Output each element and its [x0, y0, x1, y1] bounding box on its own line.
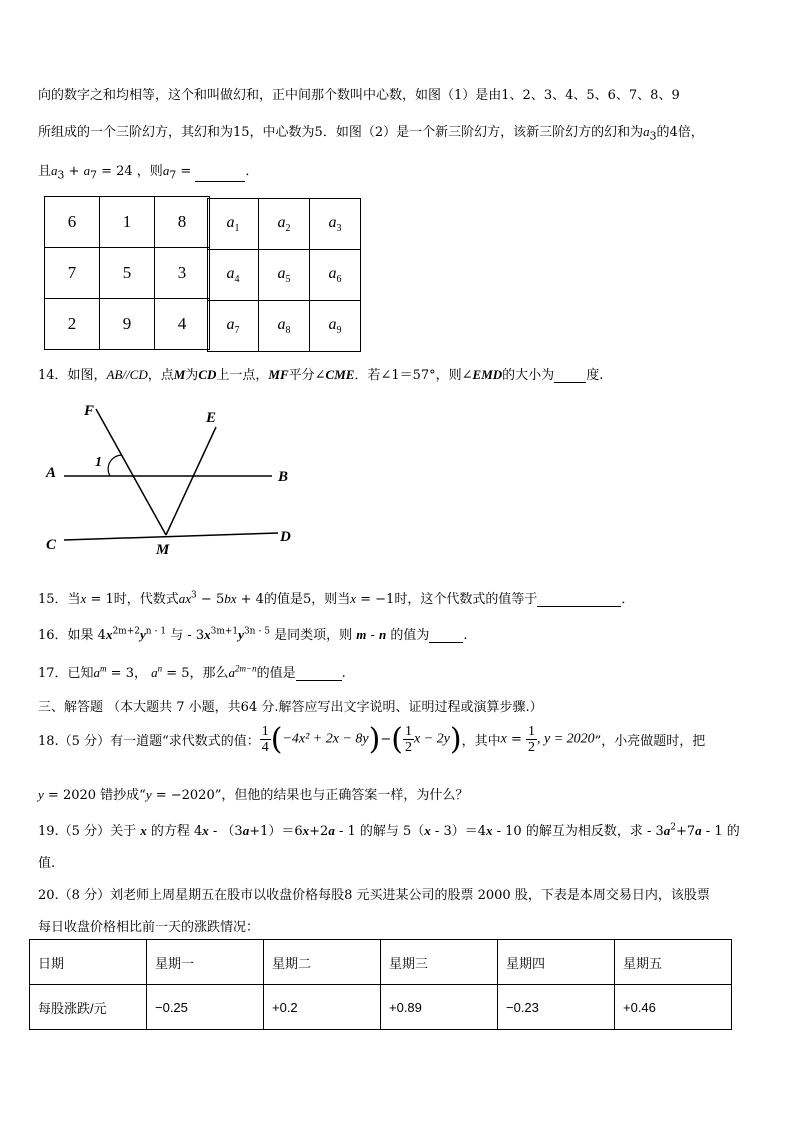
table-header-cell: 星期三: [381, 940, 498, 985]
ms1-cell: 4: [155, 299, 210, 350]
p13-3j: =: [176, 164, 196, 179]
p13-line1: 向的数字之和均相等，这个和叫做幻和，正中间那个数叫中心数，如图（1）是由1、2、3、4、5、6、7、8、9: [38, 88, 680, 103]
line-mf: [96, 409, 166, 535]
section-3-heading: 三、解答题 （本大题共 7 小题，共64 分.解答应写出文字说明、证明过程或演算步骤.）: [38, 700, 543, 715]
p13-var: a: [643, 124, 650, 139]
table-cell: +0.46: [615, 985, 732, 1030]
p13-3a: 且: [38, 164, 52, 179]
p14-line: 14．如图，AB//CD，点M为CD上一点，MF平分∠CME．若∠1＝57°，则∠EMD的大小为 度.: [38, 367, 604, 383]
ms2-cell: $a_5$: [259, 250, 310, 301]
ms2-cell: $a_3$: [310, 199, 361, 250]
ms1-cell: 2: [45, 299, 100, 350]
table-cell: +0.2: [264, 985, 381, 1030]
table-row: [30, 985, 732, 1030]
label-C: C: [46, 537, 57, 553]
line-cd: [64, 533, 278, 540]
answer-blank-13: [195, 166, 245, 182]
ms2-cell: $a_4$: [208, 250, 259, 301]
p15-line: 15．当x = 1时，代数式$ax^3 - 5bx + 4$的值是5，则当x = −1时，这个代数式的值等于 ．: [38, 590, 635, 607]
p13-line2a: 所组成的一个三阶幻方，其幻和为15，中心数为5．如图（2）是一个新三阶幻方，该新三阶幻方的幻和为: [38, 125, 644, 140]
table-row: [30, 940, 732, 985]
p13-sub: 3: [649, 129, 657, 143]
table-header-cell: 日期: [30, 940, 147, 985]
ms2-cell: $a_9$: [310, 301, 361, 352]
p13-3h: a: [162, 163, 170, 178]
table-cell: 每股涨跌/元: [30, 985, 147, 1030]
answer-blank-16: [429, 627, 463, 643]
p20-line1: 20.（8 分）刘老师上周星期五在股市以收盘价格每股8 元买进某公司的股票 2000 股，下表是本周交易日内，该股票: [38, 888, 710, 903]
p13-line2: [38, 121, 704, 143]
line-me: [166, 427, 216, 535]
p13-3e: a: [83, 163, 91, 178]
magic-square-2: [207, 198, 361, 352]
angle-1-arc: [108, 455, 122, 476]
ms2-cell: $a_8$: [259, 301, 310, 352]
label-D: D: [280, 529, 291, 545]
fraction-x-1-2: $\frac{1}{2}$: [527, 724, 535, 755]
p17-line: 17．已知$a^m = 3$， $a^n = 5$，那么$a^{2m-n}$的值是 .: [38, 663, 346, 681]
magic-square-1: [44, 196, 210, 350]
ms2-cell: $a_7$: [208, 301, 259, 352]
p20-line2: 每日收盘价格相比前一天的涨跌情况：: [38, 920, 260, 935]
geometry-figure-14: [0, 395, 794, 565]
p13-3i: 7: [169, 168, 177, 182]
fraction-1-4: $\frac{1}{4}$: [261, 724, 269, 755]
p13-3g: = 24 ，则: [96, 164, 163, 179]
answer-blank-15: [537, 591, 621, 607]
answer-blank-17: [296, 665, 342, 681]
table-cell: −0.23: [498, 985, 615, 1030]
p19-line2: 值.: [38, 856, 56, 871]
p13-3k: ．: [245, 164, 259, 179]
stock-change-table: [29, 939, 732, 1030]
label-B: B: [278, 469, 289, 485]
table-cell: +0.89: [381, 985, 498, 1030]
label-E: E: [206, 410, 217, 426]
ms1-cell: 8: [155, 197, 210, 248]
label-1: 1: [95, 455, 102, 470]
answer-blank-14: [554, 367, 586, 383]
label-A: A: [46, 465, 57, 481]
ms1-cell: 6: [45, 197, 100, 248]
table-header-cell: 星期一: [147, 940, 264, 985]
p13-line2d: 的4倍，: [656, 125, 704, 140]
p16-line: 16．如果 $4x^{2m+2}y^{n - 1}$ 与 - $3x^{3m+1}y^{3n - 5}$ 是同类项，则 m - n 的值为 .: [38, 626, 468, 643]
ms1-cell: 5: [100, 248, 155, 299]
p13-3c: 3: [57, 168, 65, 182]
fraction-1-2: $\frac{1}{2}$: [404, 724, 412, 755]
ms2-cell: $a_6$: [310, 250, 361, 301]
p19-line1: 19.（5 分）关于 x 的方程 4x - （3a+1）＝6x+2a - 1 的解与 5（x - 3）＝4x - 10 的解互为相反数，求 - $3a^2+7a - 1$ 的: [38, 822, 740, 839]
p13-3b: a: [51, 163, 58, 178]
label-M: M: [156, 542, 170, 558]
table-header-cell: 星期二: [264, 940, 381, 985]
p13-3f: 7: [90, 168, 97, 182]
ms1-cell: 1: [100, 197, 155, 248]
table-cell: −0.25: [147, 985, 264, 1030]
p13-line3: [38, 160, 258, 182]
table-header-cell: 星期五: [615, 940, 732, 985]
ms1-cell: 3: [155, 248, 210, 299]
p18-line2: y = 2020 错抄成“y = −2020”，但他的结果也与正确答案一样，为什么？: [38, 787, 469, 803]
label-F: F: [84, 403, 95, 419]
p18-line1: 18.（5 分）有一道题“求代数式的值： $\frac{1}{4}$ (−4x² + 2x − 8y)−( $\frac{1}{2}$ x − 2y)，其中x = $\frac{1}{2}$ , y = 2020”，小亮做题时，把: [38, 722, 706, 757]
ms2-cell: $a_1$: [208, 199, 259, 250]
ms2-cell: $a_2$: [259, 199, 310, 250]
p13-3d: +: [64, 164, 84, 179]
table-header-cell: 星期四: [498, 940, 615, 985]
ms1-cell: 9: [100, 299, 155, 350]
ms1-cell: 7: [45, 248, 100, 299]
